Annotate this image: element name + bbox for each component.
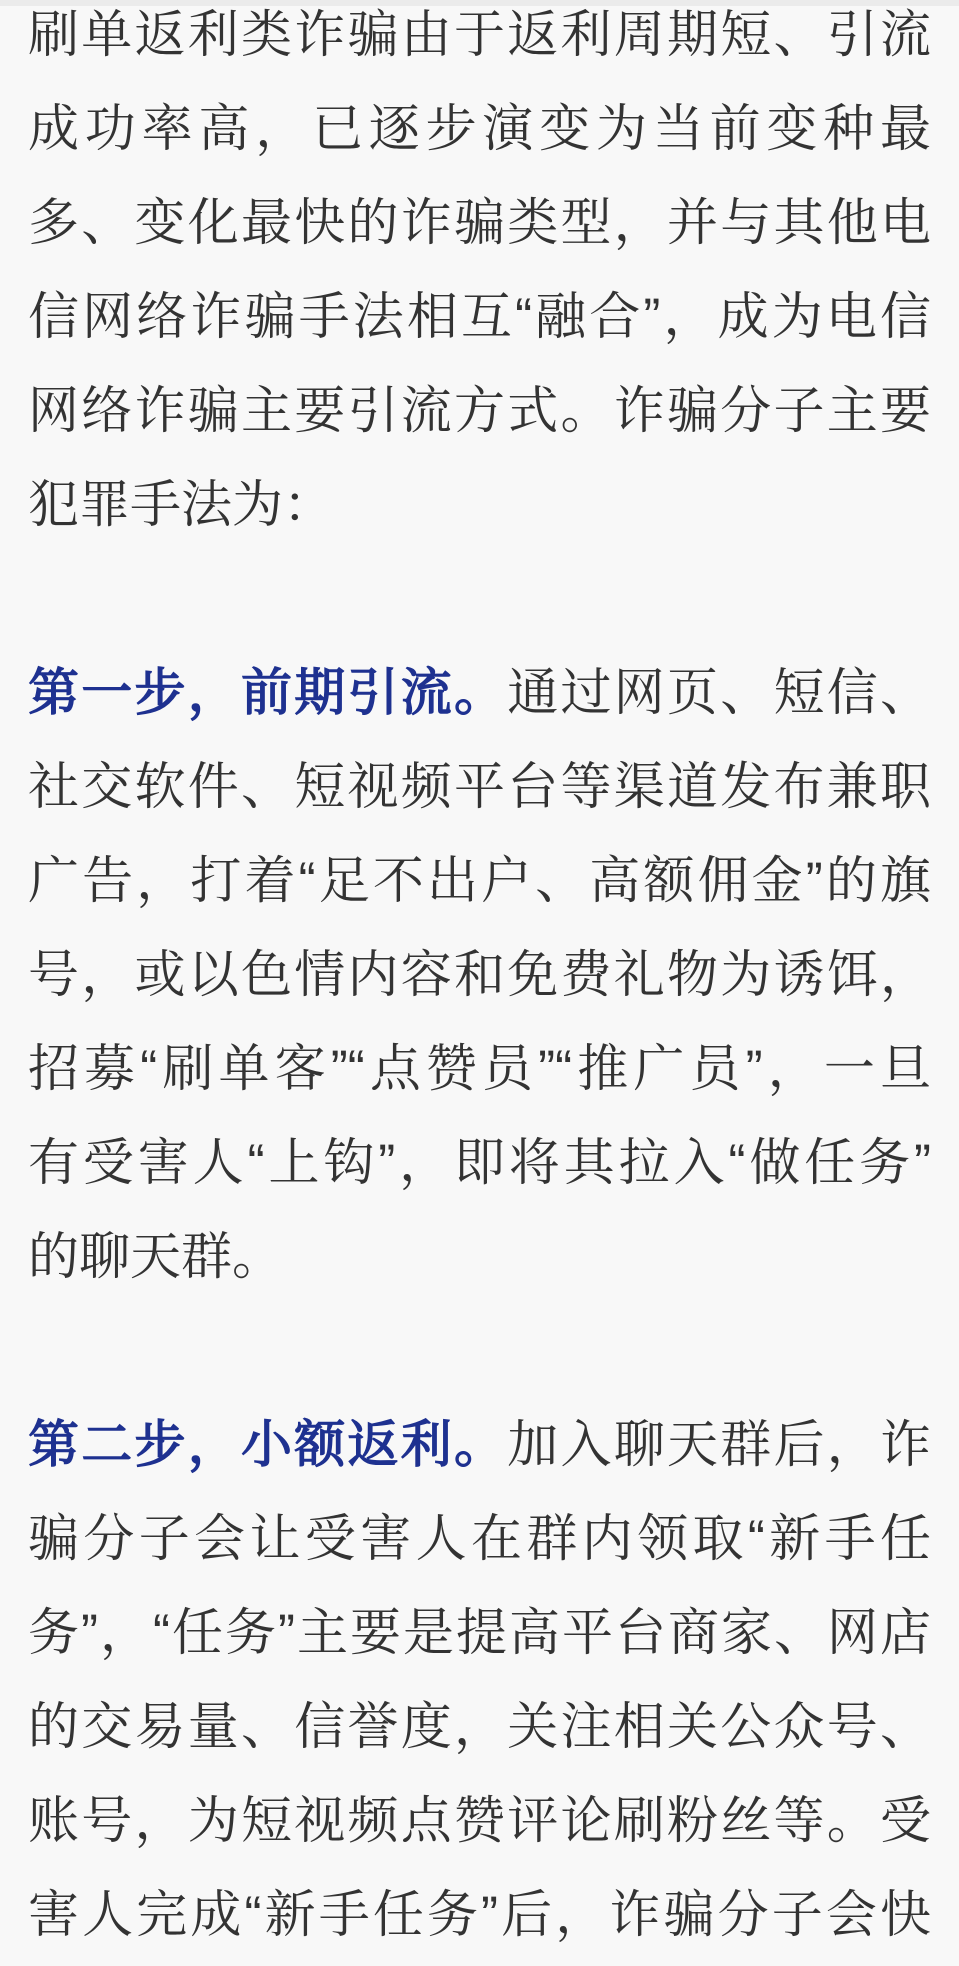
text-line: 多、变化最快的诈骗类型，并与其他电 (28, 194, 931, 251)
text-line: 有受害人“上钩”，即将其拉入“做任务” (28, 1134, 931, 1191)
text-line: 的交易量、信誉度，关注相关公众号、 (28, 1698, 931, 1755)
step2-heading: 第二步，小额返利。 (28, 1416, 508, 1473)
text-line: 务”，“任务”主要是提高平台商家、网店 (28, 1604, 931, 1661)
text-line (28, 1398, 931, 1492)
text-line: 账号，为短视频点赞评论刷粉丝等。受 (28, 1792, 931, 1849)
step2-first-line-text: 加入聊天群后，诈 (507, 1416, 931, 1473)
text-line: 信网络诈骗手法相互“融合”，成为电信 (28, 288, 931, 345)
text-line (28, 646, 931, 740)
paragraph-step1 (28, 646, 931, 1304)
text-line: 骗分子会让受害人在群内领取“新手任 (28, 1510, 931, 1567)
step1-heading: 第一步，前期引流。 (28, 664, 508, 721)
text-line: 社交软件、短视频平台等渠道发布兼职 (28, 758, 931, 815)
text-line: 招募“刷单客”“点赞员”“推广员”，一旦 (28, 1040, 931, 1097)
text-line: 害人完成“新手任务”后，诈骗分子会快 (28, 1886, 931, 1943)
text-line: 号，或以色情内容和免费礼物为诱饵， (28, 946, 931, 1003)
text-line: 网络诈骗主要引流方式。诈骗分子主要 (28, 382, 931, 439)
text-line: 刷单返利类诈骗由于返利周期短、引流 (28, 6, 931, 63)
text-line: 成功率高，已逐步演变为当前变种最 (28, 100, 931, 157)
text-line: 犯罪手法为： (28, 476, 335, 533)
paragraph-intro (28, 0, 931, 552)
step1-first-line-text: 通过网页、短信、 (507, 664, 931, 721)
paragraph-step2 (28, 1398, 931, 1962)
text-line: 的聊天群。 (28, 1228, 284, 1285)
text-line: 广告，打着“足不出户、高额佣金”的旗 (28, 852, 931, 909)
